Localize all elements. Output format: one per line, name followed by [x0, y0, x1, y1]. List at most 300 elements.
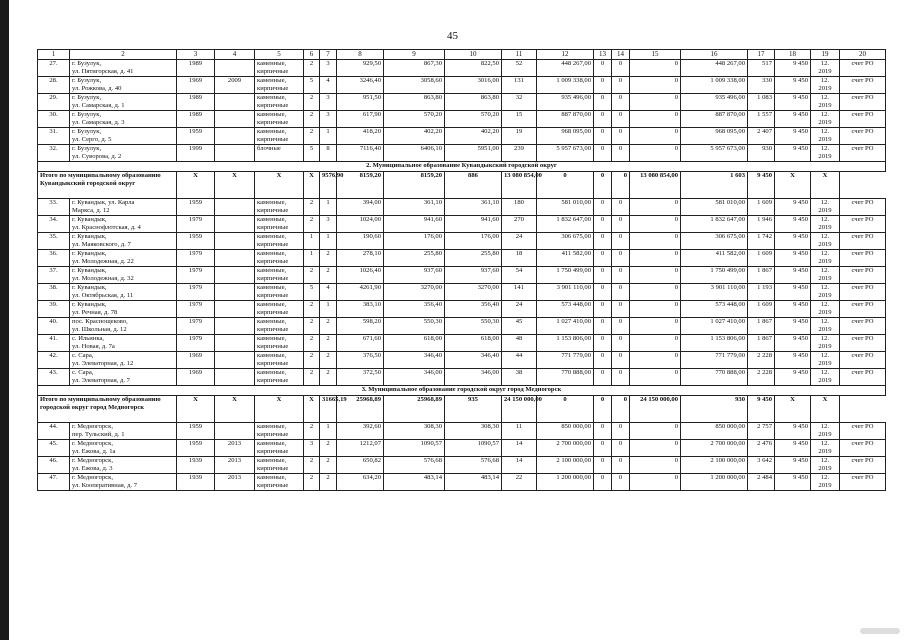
- completion-term: [811, 77, 840, 94]
- area-premises: 941,60: [384, 216, 445, 233]
- last-repair-year: [215, 335, 255, 352]
- unit-cost: 2 228: [748, 352, 775, 369]
- area-premises: 3270,00: [384, 284, 445, 301]
- last-repair-year: 2013: [215, 440, 255, 457]
- unit-cost: 2 476: [748, 440, 775, 457]
- address-line2: ул. Самарская, д. 3: [72, 118, 125, 126]
- residents: 14: [502, 440, 537, 457]
- funding-method: счет РО: [840, 111, 886, 128]
- row-number: 28.: [38, 77, 70, 94]
- wall-material-line1: каменные,: [257, 457, 287, 464]
- owner-funds: 1 153 806,00: [681, 335, 748, 352]
- reg-funds: 0: [612, 335, 630, 352]
- table-row: [38, 111, 886, 128]
- table-row: [38, 77, 886, 94]
- completion-term-line2: 2019: [818, 342, 832, 350]
- wall-material-line1: каменные,: [257, 267, 287, 274]
- entrances: 3: [320, 216, 337, 233]
- address-line1: г. Бузулук,: [72, 77, 102, 84]
- residents: 24: [502, 301, 537, 318]
- total-x: X: [255, 172, 304, 199]
- address-line1: г. Медногорск,: [72, 423, 113, 430]
- table-row: [38, 128, 886, 145]
- funding-method: счет РО: [840, 199, 886, 216]
- local-funds: 0: [630, 199, 681, 216]
- completion-term-line2: 2019: [818, 481, 832, 489]
- reg-funds: 0: [612, 60, 630, 77]
- floors: 2: [304, 369, 320, 386]
- scan-binding-edge: [0, 0, 9, 640]
- wall-material: [255, 301, 304, 318]
- unit-cost: 1 609: [748, 199, 775, 216]
- fed-funds: 0: [594, 335, 612, 352]
- address-line2: ул. Рожкова, д. 40: [72, 84, 122, 92]
- table-row: [38, 284, 886, 301]
- local-funds: 0: [630, 301, 681, 318]
- area-residential: 346,00: [445, 369, 502, 386]
- completion-term-line2: 2019: [818, 257, 832, 265]
- address: [70, 250, 177, 267]
- residents: 18: [502, 250, 537, 267]
- local-funds: 0: [630, 94, 681, 111]
- row-number: 40.: [38, 318, 70, 335]
- column-number: 1: [38, 50, 70, 60]
- table-row: [38, 216, 886, 233]
- repair-cost: 850 000,00: [537, 423, 594, 440]
- local-funds: 0: [630, 423, 681, 440]
- floors: 1: [304, 250, 320, 267]
- funding-method: счет РО: [840, 77, 886, 94]
- unit-cost: 1 867: [748, 267, 775, 284]
- wall-material-line2: кирпичные: [257, 481, 289, 489]
- wall-material-line1: каменные,: [257, 284, 287, 291]
- fed-funds: 0: [594, 440, 612, 457]
- row-number: 37.: [38, 267, 70, 284]
- row-number: 35.: [38, 233, 70, 250]
- entrances: 1: [320, 423, 337, 440]
- completion-term: [811, 440, 840, 457]
- fed-funds: 0: [594, 267, 612, 284]
- section-title-row: [38, 162, 886, 172]
- completion-term-line2: 2019: [818, 464, 832, 472]
- owner-funds: 771 779,00: [681, 352, 748, 369]
- wall-material-line2: кирпичные: [257, 447, 289, 455]
- entrances: 3: [320, 60, 337, 77]
- wall-material: [255, 423, 304, 440]
- commission-year: 1999: [177, 145, 215, 162]
- total-unit-cost: 930: [681, 396, 748, 423]
- completion-term: [811, 335, 840, 352]
- commission-year: 1959: [177, 233, 215, 250]
- residents: 239: [502, 145, 537, 162]
- address-line1: г. Медногорск,: [72, 457, 113, 464]
- address-line2: ул. Краснофлотская, д. 4: [72, 223, 141, 231]
- wall-material-line1: каменные,: [257, 94, 287, 101]
- area-residential: 356,40: [445, 301, 502, 318]
- floors: 3: [304, 440, 320, 457]
- fed-funds: 0: [594, 369, 612, 386]
- address: [70, 474, 177, 491]
- column-number: 19: [811, 50, 840, 60]
- table-row: [38, 440, 886, 457]
- floors: 5: [304, 145, 320, 162]
- address-line2: пер. Тульский, д. 1: [72, 430, 125, 438]
- wall-material-line2: кирпичные: [257, 325, 289, 333]
- owner-funds: 887 870,00: [681, 111, 748, 128]
- entrances: 1: [320, 199, 337, 216]
- max-unit-cost: 9 450: [775, 335, 811, 352]
- area-premises: 550,30: [384, 318, 445, 335]
- total-fed: 0: [537, 396, 594, 423]
- local-funds: 0: [630, 60, 681, 77]
- last-repair-year: [215, 352, 255, 369]
- area-residential: 550,30: [445, 318, 502, 335]
- area-total: 278,10: [337, 250, 384, 267]
- last-repair-year: 2009: [215, 77, 255, 94]
- residents: 38: [502, 369, 537, 386]
- unit-cost: 1 193: [748, 284, 775, 301]
- address: [70, 267, 177, 284]
- address-line1: г. Бузулук,: [72, 145, 102, 152]
- owner-funds: 411 582,00: [681, 250, 748, 267]
- max-unit-cost: 9 450: [775, 250, 811, 267]
- wall-material-line2: кирпичные: [257, 135, 289, 143]
- total-area-premises: 25968,89: [337, 396, 384, 423]
- unit-cost: 1 742: [748, 233, 775, 250]
- wall-material-line1: каменные,: [257, 335, 287, 342]
- reg-funds: 0: [612, 267, 630, 284]
- column-number: 17: [748, 50, 775, 60]
- section-total-row: [38, 172, 886, 199]
- table-row: [38, 267, 886, 284]
- fed-funds: 0: [594, 94, 612, 111]
- area-total: 617,90: [337, 111, 384, 128]
- completion-term-line1: 12.: [820, 145, 830, 152]
- repair-cost: 5 957 673,00: [537, 145, 594, 162]
- total-label: Итого по муниципальному образованию городской округ город Медногорск: [38, 396, 177, 423]
- wall-material-line2: кирпичные: [257, 118, 289, 126]
- total-owners: 24 150 000,00: [630, 396, 681, 423]
- unit-cost: 1 867: [748, 318, 775, 335]
- owner-funds: 935 496,00: [681, 94, 748, 111]
- wall-material-line1: каменные,: [257, 128, 287, 135]
- repair-cost: 1 153 806,00: [537, 335, 594, 352]
- entrances: 4: [320, 77, 337, 94]
- entrances: 1: [320, 233, 337, 250]
- total-area-residential: 8159,20: [384, 172, 445, 199]
- commission-year: 1989: [177, 94, 215, 111]
- area-premises: 1090,57: [384, 440, 445, 457]
- page-number: 45: [447, 30, 458, 42]
- table-row: [38, 145, 886, 162]
- completion-term-line2: 2019: [818, 376, 832, 384]
- area-residential: 346,40: [445, 352, 502, 369]
- unit-cost: 517: [748, 60, 775, 77]
- funding-method: счет РО: [840, 145, 886, 162]
- reg-funds: 0: [612, 352, 630, 369]
- area-total: 929,50: [337, 60, 384, 77]
- area-total: 4261,90: [337, 284, 384, 301]
- reg-funds: 0: [612, 440, 630, 457]
- area-total: 3246,40: [337, 77, 384, 94]
- unit-cost: 2 757: [748, 423, 775, 440]
- wall-material-line2: кирпичные: [257, 308, 289, 316]
- table-row: [38, 94, 886, 111]
- unit-cost: 1 557: [748, 111, 775, 128]
- address: [70, 457, 177, 474]
- wall-material-line1: каменные,: [257, 369, 287, 376]
- wall-material-line2: кирпичные: [257, 206, 289, 214]
- table-row: [38, 457, 886, 474]
- wall-material-line1: каменные,: [257, 199, 287, 206]
- row-number: 39.: [38, 301, 70, 318]
- row-number: 27.: [38, 60, 70, 77]
- total-x: X: [177, 396, 215, 423]
- last-repair-year: [215, 111, 255, 128]
- fed-funds: 0: [594, 301, 612, 318]
- fed-funds: 0: [594, 284, 612, 301]
- wall-material: [255, 474, 304, 491]
- commission-year: 1979: [177, 301, 215, 318]
- residents: 14: [502, 457, 537, 474]
- total-area-total: 31665,19: [320, 396, 337, 423]
- funding-method: счет РО: [840, 423, 886, 440]
- wall-material-line2: кирпичные: [257, 67, 289, 75]
- wall-material: [255, 199, 304, 216]
- completion-term-line1: 12.: [820, 284, 830, 291]
- repair-cost: 968 095,00: [537, 128, 594, 145]
- area-residential: 176,00: [445, 233, 502, 250]
- unit-cost: 1 609: [748, 301, 775, 318]
- column-number: 12: [537, 50, 594, 60]
- column-number: 6: [304, 50, 320, 60]
- owner-funds: 448 267,00: [681, 60, 748, 77]
- reg-funds: 0: [612, 318, 630, 335]
- funding-method: счет РО: [840, 301, 886, 318]
- completion-term-line1: 12.: [820, 457, 830, 464]
- total-fed: 0: [537, 172, 594, 199]
- address: [70, 111, 177, 128]
- commission-year: 1979: [177, 216, 215, 233]
- last-repair-year: 2013: [215, 474, 255, 491]
- total-x: X: [304, 172, 320, 199]
- owner-funds: 1 009 338,00: [681, 77, 748, 94]
- reg-funds: 0: [612, 233, 630, 250]
- residents: 32: [502, 94, 537, 111]
- table-row: [38, 318, 886, 335]
- row-number: 29.: [38, 94, 70, 111]
- completion-term: [811, 318, 840, 335]
- fed-funds: 0: [594, 474, 612, 491]
- address-line1: г. Медногорск,: [72, 440, 113, 447]
- area-total: 650,82: [337, 457, 384, 474]
- row-number: 34.: [38, 216, 70, 233]
- wall-material: [255, 457, 304, 474]
- floors: 2: [304, 318, 320, 335]
- entrances: 3: [320, 94, 337, 111]
- completion-term: [811, 216, 840, 233]
- fed-funds: 0: [594, 111, 612, 128]
- repair-cost: 1 009 338,00: [537, 77, 594, 94]
- address: [70, 233, 177, 250]
- table-row: [38, 233, 886, 250]
- local-funds: 0: [630, 335, 681, 352]
- area-premises: 3058,60: [384, 77, 445, 94]
- area-residential: 570,20: [445, 111, 502, 128]
- max-unit-cost: 9 450: [775, 199, 811, 216]
- table-row: [38, 335, 886, 352]
- reg-funds: 0: [612, 111, 630, 128]
- last-repair-year: [215, 216, 255, 233]
- area-total: 598,20: [337, 318, 384, 335]
- funding-method: счет РО: [840, 440, 886, 457]
- max-unit-cost: 9 450: [775, 60, 811, 77]
- commission-year: 1979: [177, 318, 215, 335]
- commission-year: 1969: [177, 369, 215, 386]
- address-line2: ул. Молодежная, д. 32: [72, 274, 134, 282]
- address-line1: г. Кувандык,: [72, 250, 107, 257]
- column-number: 9: [384, 50, 445, 60]
- funding-method: счет РО: [840, 284, 886, 301]
- owner-funds: 1 750 499,00: [681, 267, 748, 284]
- local-funds: 0: [630, 440, 681, 457]
- completion-term-line2: 2019: [818, 291, 832, 299]
- repair-cost: 581 010,00: [537, 199, 594, 216]
- fed-funds: 0: [594, 250, 612, 267]
- completion-term-line2: 2019: [818, 223, 832, 231]
- address: [70, 301, 177, 318]
- max-unit-cost: 9 450: [775, 233, 811, 250]
- floors: 2: [304, 60, 320, 77]
- address-line2: ул. Серго, д. 5: [72, 135, 112, 143]
- address-line1: с. Сара,: [72, 369, 94, 376]
- last-repair-year: [215, 128, 255, 145]
- area-premises: 937,60: [384, 267, 445, 284]
- completion-term: [811, 352, 840, 369]
- address: [70, 440, 177, 457]
- last-repair-year: [215, 60, 255, 77]
- completion-term: [811, 199, 840, 216]
- wall-material-line2: кирпичные: [257, 342, 289, 350]
- area-residential: 308,30: [445, 423, 502, 440]
- funding-method: счет РО: [840, 60, 886, 77]
- reg-funds: 0: [612, 457, 630, 474]
- entrances: 2: [320, 369, 337, 386]
- section-title: 2. Муниципальное образование Кувандыкский городской округ: [38, 162, 886, 172]
- wall-material-line2: кирпичные: [257, 101, 289, 109]
- owner-funds: 306 675,00: [681, 233, 748, 250]
- last-repair-year: [215, 284, 255, 301]
- table-row: [38, 352, 886, 369]
- total-reg: 0: [594, 172, 612, 199]
- funding-method: счет РО: [840, 216, 886, 233]
- row-number: 43.: [38, 369, 70, 386]
- wall-material: [255, 111, 304, 128]
- funding-method: счет РО: [840, 369, 886, 386]
- address-line1: г. Бузулук,: [72, 94, 102, 101]
- fed-funds: 0: [594, 77, 612, 94]
- reg-funds: 0: [612, 216, 630, 233]
- address-line2: ул. Молодежная, д. 22: [72, 257, 134, 265]
- completion-term: [811, 423, 840, 440]
- wall-material: [255, 352, 304, 369]
- max-unit-cost: 9 450: [775, 216, 811, 233]
- address: [70, 145, 177, 162]
- completion-term-line2: 2019: [818, 447, 832, 455]
- completion-term-line2: 2019: [818, 430, 832, 438]
- unit-cost: 2 484: [748, 474, 775, 491]
- completion-term: [811, 457, 840, 474]
- address-line2: ул. Пятигорская, д. 41: [72, 67, 134, 75]
- address: [70, 216, 177, 233]
- column-number: 14: [612, 50, 630, 60]
- address-line2: ул. Маяковского, д. 7: [72, 240, 131, 248]
- area-premises: 308,30: [384, 423, 445, 440]
- repair-cost: 3 901 110,00: [537, 284, 594, 301]
- column-number: 10: [445, 50, 502, 60]
- area-total: 372,50: [337, 369, 384, 386]
- completion-term-line1: 12.: [820, 335, 830, 342]
- row-number: 31.: [38, 128, 70, 145]
- column-number: 15: [630, 50, 681, 60]
- area-residential: 3016,00: [445, 77, 502, 94]
- wall-material-line1: каменные,: [257, 440, 287, 447]
- total-residents: 886: [445, 172, 502, 199]
- floors: 2: [304, 267, 320, 284]
- area-total: 951,50: [337, 94, 384, 111]
- unit-cost: 2 407: [748, 128, 775, 145]
- section-total-row: [38, 396, 886, 423]
- completion-term-line2: 2019: [818, 67, 832, 75]
- commission-year: 1959: [177, 440, 215, 457]
- residents: 180: [502, 199, 537, 216]
- area-total: 383,10: [337, 301, 384, 318]
- completion-term-line1: 12.: [820, 352, 830, 359]
- repair-cost: 2 700 000,00: [537, 440, 594, 457]
- repair-cost: 1 200 000,00: [537, 474, 594, 491]
- wall-material: [255, 60, 304, 77]
- owner-funds: 2 100 000,00: [681, 457, 748, 474]
- total-x: X: [215, 396, 255, 423]
- fed-funds: 0: [594, 145, 612, 162]
- column-number: 18: [775, 50, 811, 60]
- owner-funds: 1 200 000,00: [681, 474, 748, 491]
- completion-term-line2: 2019: [818, 359, 832, 367]
- completion-term-line1: 12.: [820, 318, 830, 325]
- floors: 2: [304, 94, 320, 111]
- funding-method: счет РО: [840, 318, 886, 335]
- column-number: 8: [337, 50, 384, 60]
- entrances: 2: [320, 318, 337, 335]
- area-residential: 1090,57: [445, 440, 502, 457]
- address: [70, 94, 177, 111]
- total-local: 0: [612, 172, 630, 199]
- wall-material: [255, 216, 304, 233]
- section-title: 3. Муниципальное образование городской округ город Медногорск: [38, 386, 886, 396]
- wall-material-line2: кирпичные: [257, 84, 289, 92]
- address-line2: ул. Кооперативная, д. 7: [72, 481, 138, 489]
- address-line2: ул. Элеваторная, д. 7: [72, 376, 130, 384]
- area-premises: 176,00: [384, 233, 445, 250]
- repair-cost: 935 496,00: [537, 94, 594, 111]
- residents: 48: [502, 335, 537, 352]
- address-line1: г. Медногорск,: [72, 474, 113, 481]
- area-residential: 483,14: [445, 474, 502, 491]
- total-x: X: [177, 172, 215, 199]
- area-residential: 863,80: [445, 94, 502, 111]
- local-funds: 0: [630, 318, 681, 335]
- total-residents: 935: [445, 396, 502, 423]
